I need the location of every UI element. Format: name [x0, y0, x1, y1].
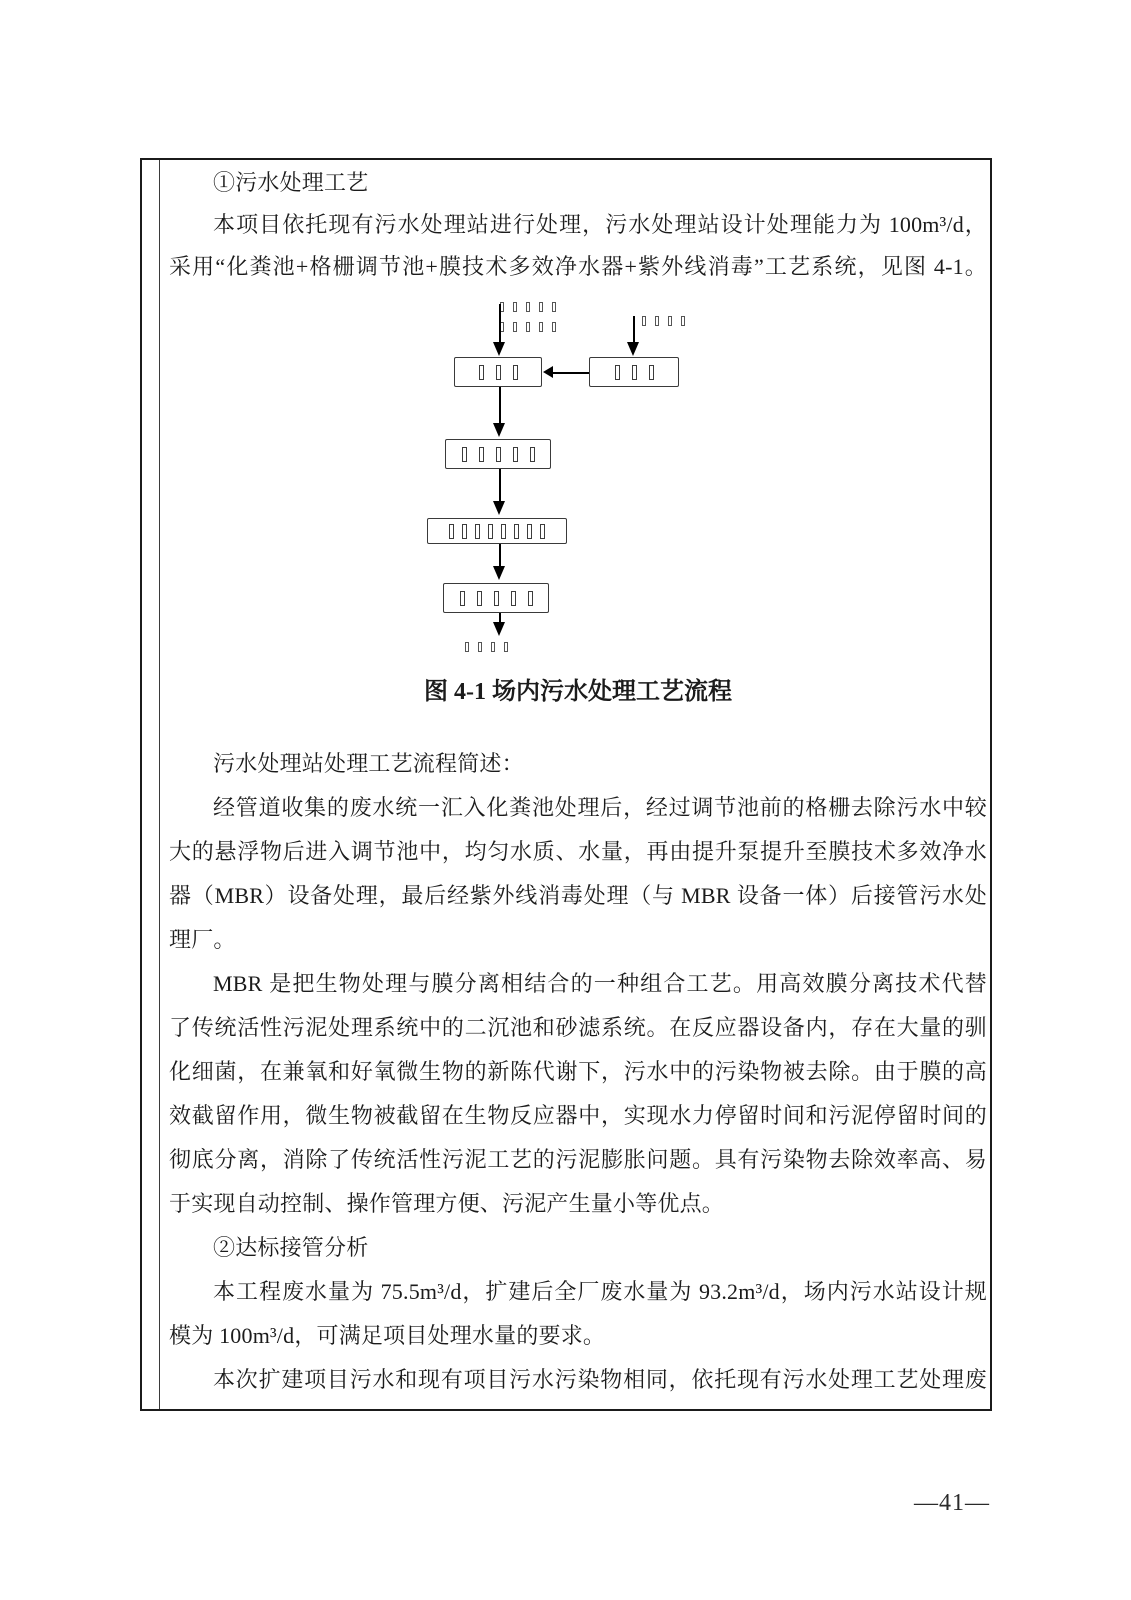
flow-arrowhead-down-2-icon: [627, 342, 639, 356]
missing-glyph-box: [642, 316, 646, 326]
table-inner-divider: [159, 160, 160, 1409]
text-line: 污水处理站处理工艺流程简述：: [213, 751, 524, 776]
missing-glyph-box: [513, 447, 518, 462]
missing-glyph-box: [649, 365, 654, 380]
figure-caption: 图 4-1 场内污水处理工艺流程: [424, 679, 732, 705]
page-number: —41—: [914, 1490, 990, 1516]
flow-box-2: [589, 357, 679, 387]
missing-glyph-box: [526, 322, 530, 332]
text-line: ②达标接管分析: [213, 1235, 369, 1260]
missing-glyph-box: [526, 302, 530, 312]
flow-label-side-inflow: [642, 316, 685, 326]
flow-arrowhead-down-1-icon: [493, 342, 505, 356]
text-line: 了传统活性污泥处理系统中的二沉池和砂滤系统。在反应器设备内，存在大量的驯: [169, 1015, 987, 1040]
flow-box-3: [445, 439, 551, 469]
flow-label-inflow-row2: [500, 322, 556, 332]
flow-arrowhead-left-icon: [543, 366, 553, 378]
flow-arrow-line-5: [499, 544, 501, 566]
flow-box-5: [443, 583, 549, 613]
flow-arrow-line-1: [499, 304, 501, 342]
missing-glyph-box: [513, 302, 517, 312]
missing-glyph-box: [655, 316, 659, 326]
text-line: 模为 100m³/d，可满足项目处理水量的要求。: [169, 1323, 606, 1348]
wastewater-process-flowchart: [422, 290, 722, 668]
missing-glyph-box: [530, 447, 535, 462]
flow-arrow-line-2: [633, 316, 635, 342]
paragraph-block-top: [169, 162, 987, 288]
missing-glyph-box: [681, 316, 685, 326]
missing-glyph-box: [527, 524, 532, 539]
missing-glyph-box: [478, 642, 482, 652]
flow-label-outlet: [465, 642, 508, 652]
missing-glyph-box: [479, 365, 484, 380]
flow-arrow-line-6: [499, 613, 501, 622]
flow-arrow-line-3: [499, 387, 501, 423]
text-line: 本项目依托现有污水处理站进行处理，污水处理站设计处理能力为 100m³/d，: [213, 212, 987, 237]
missing-glyph-box: [449, 524, 454, 539]
missing-glyph-box: [465, 642, 469, 652]
missing-glyph-box: [479, 447, 484, 462]
content-table-cell: [140, 158, 992, 1411]
missing-glyph-box: [500, 322, 504, 332]
missing-glyph-box: [539, 322, 543, 332]
missing-glyph-box: [460, 591, 465, 606]
paragraph-block-main: [169, 742, 987, 1402]
flow-arrowhead-down-5-icon: [493, 566, 505, 580]
missing-glyph-box: [513, 322, 517, 332]
missing-glyph-box: [496, 365, 501, 380]
flow-arrowhead-down-6-icon: [493, 622, 505, 636]
missing-glyph-box: [488, 524, 493, 539]
flow-box-1: [454, 357, 542, 387]
missing-glyph-box: [513, 365, 518, 380]
text-line: 经管道收集的废水统一汇入化粪池处理后，经过调节池前的格栅去除污水中较: [213, 795, 987, 820]
text-line: 于实现自动控制、操作管理方便、污泥产生量小等优点。: [169, 1191, 725, 1216]
flow-arrow-line-4: [499, 469, 501, 501]
flow-arrowhead-down-4-icon: [493, 501, 505, 515]
missing-glyph-box: [504, 642, 508, 652]
missing-glyph-box: [632, 365, 637, 380]
missing-glyph-box: [462, 524, 467, 539]
missing-glyph-box: [475, 524, 480, 539]
text-line: 化细菌，在兼氧和好氧微生物的新陈代谢下，污水中的污染物被去除。由于膜的高: [169, 1059, 987, 1084]
text-line: 效截留作用，微生物被截留在生物反应器中，实现水力停留时间和污泥停留时间的: [169, 1103, 987, 1128]
flow-arrowhead-down-3-icon: [493, 423, 505, 437]
text-line: ①污水处理工艺: [213, 170, 369, 195]
text-line: 彻底分离，消除了传统活性污泥工艺的污泥膨胀问题。具有污染物去除效率高、易: [169, 1147, 987, 1172]
text-line: 本工程废水量为 75.5m³/d，扩建后全厂废水量为 93.2m³/d，场内污水站设计规: [213, 1279, 987, 1304]
missing-glyph-box: [494, 591, 499, 606]
flow-label-inflow-row1: [500, 302, 556, 312]
missing-glyph-box: [500, 302, 504, 312]
missing-glyph-box: [540, 524, 545, 539]
flow-box-4: [427, 518, 567, 544]
text-line: 器（MBR）设备处理，最后经紫外线消毒处理（与 MBR 设备一体）后接管污水处: [169, 883, 987, 908]
missing-glyph-box: [552, 322, 556, 332]
text-line: MBR 是把生物处理与膜分离相结合的一种组合工艺。用高效膜分离技术代替: [213, 971, 987, 996]
text-line: 理厂。: [169, 927, 236, 952]
text-line: 大的悬浮物后进入调节池中，均匀水质、水量，再由提升泵提升至膜技术多效净水: [169, 839, 987, 864]
missing-glyph-box: [462, 447, 467, 462]
missing-glyph-box: [501, 524, 506, 539]
missing-glyph-box: [511, 591, 516, 606]
missing-glyph-box: [477, 591, 482, 606]
missing-glyph-box: [668, 316, 672, 326]
missing-glyph-box: [491, 642, 495, 652]
missing-glyph-box: [514, 524, 519, 539]
missing-glyph-box: [615, 365, 620, 380]
text-line: 本次扩建项目污水和现有项目污水污染物相同，依托现有污水处理工艺处理废: [213, 1367, 987, 1392]
missing-glyph-box: [552, 302, 556, 312]
text-line: 采用“化粪池+格栅调节池+膜技术多效净水器+紫外线消毒”工艺系统，见图 4-1。: [169, 254, 987, 279]
missing-glyph-box: [528, 591, 533, 606]
missing-glyph-box: [496, 447, 501, 462]
flow-arrow-line-horizontal: [553, 372, 589, 374]
missing-glyph-box: [539, 302, 543, 312]
